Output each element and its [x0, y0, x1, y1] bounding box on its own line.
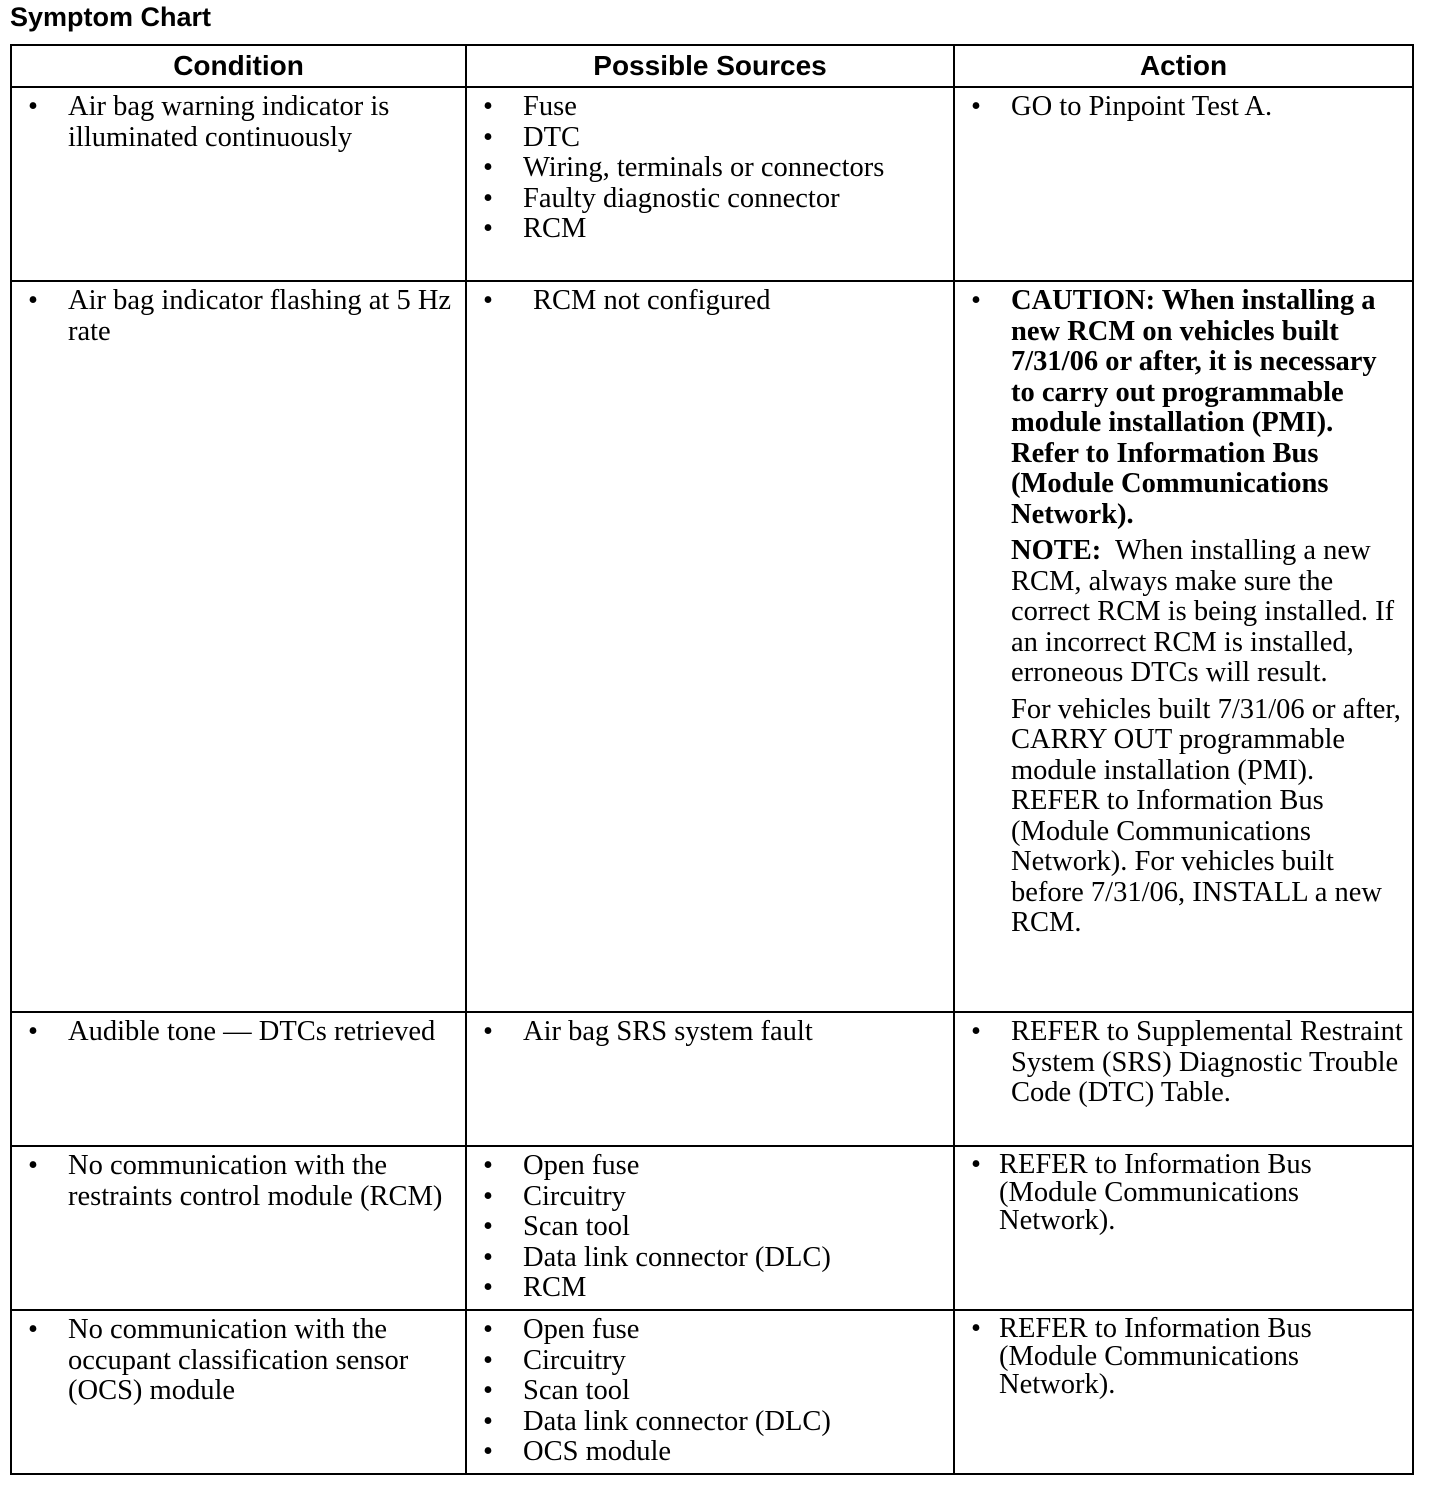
list-item: • Open fuse	[475, 1151, 947, 1182]
condition-header: Condition	[11, 45, 466, 87]
list-item: • Faulty diagnostic connector	[475, 184, 947, 215]
header-row	[11, 45, 1413, 87]
condition-text: • Air bag warning indicator is illuminated continuously	[20, 92, 459, 153]
condition-text: • Air bag indicator flashing at 5 Hz rate	[20, 286, 459, 347]
action-cell	[954, 1146, 1413, 1310]
sources-cell	[466, 1146, 954, 1310]
action-header: Action	[954, 45, 1413, 87]
list-item: • Scan tool	[475, 1212, 947, 1243]
sources-cell	[466, 87, 954, 281]
action-block	[963, 286, 1406, 939]
list-item: • Circuitry	[475, 1182, 947, 1213]
note-text: When installing a new RCM, always make sure the correct RCM is being installed. If an incorrect RCM is installed, erroneous DTCs will result.	[1011, 535, 1395, 688]
note-label: NOTE:	[1011, 535, 1102, 566]
table-row	[11, 87, 1413, 281]
condition-cell	[11, 1146, 466, 1310]
action-text: • REFER to Information Bus (Module Communications Network).	[963, 1315, 1406, 1399]
action-cell	[954, 1310, 1413, 1474]
list-item: • Circuitry	[475, 1346, 947, 1377]
note-block	[1011, 536, 1406, 689]
list-item: • Air bag SRS system fault	[475, 1017, 947, 1048]
condition-cell	[11, 281, 466, 1012]
list-item: • RCM not configured	[475, 286, 947, 317]
action-text: For vehicles built 7/31/06 or after, CARRY OUT programmable module installation (PMI). REFER to Information Bus (Module Communications Network). For vehicles built before 7/31/06, INSTALL a new RCM.	[1011, 693, 1401, 938]
list-item: • DTC	[475, 123, 947, 154]
list-item: • Data link connector (DLC)	[475, 1407, 947, 1438]
condition-cell	[11, 87, 466, 281]
condition-text: • No communication with the restraints control module (RCM)	[20, 1151, 459, 1212]
action-text: • REFER to Information Bus (Module Communications Network).	[963, 1151, 1406, 1235]
list-item: • Data link connector (DLC)	[475, 1243, 947, 1274]
condition-text: • Audible tone — DTCs retrieved	[20, 1017, 459, 1048]
sources-cell	[466, 281, 954, 1012]
list-item: • Wiring, terminals or connectors	[475, 153, 947, 184]
table-row	[11, 1310, 1413, 1474]
symptom-chart-table	[10, 44, 1414, 1475]
sources-cell	[466, 1012, 954, 1146]
action-cell	[954, 1012, 1413, 1146]
action-text: • REFER to Supplemental Restraint System (SRS) Diagnostic Trouble Code (DTC) Table.	[963, 1017, 1406, 1109]
table-row	[11, 1146, 1413, 1310]
list-item: • Scan tool	[475, 1376, 947, 1407]
table-row	[11, 281, 1413, 1012]
condition-cell	[11, 1310, 466, 1474]
condition-text: • No communication with the occupant classification sensor (OCS) module	[20, 1315, 459, 1407]
page-title: Symptom Chart	[10, 2, 212, 32]
action-cell	[954, 87, 1413, 281]
action-cell	[954, 281, 1413, 1012]
list-item: • RCM	[475, 214, 947, 245]
sources-header: Possible Sources	[466, 45, 954, 87]
list-item: • OCS module	[475, 1437, 947, 1468]
list-item: • RCM	[475, 1273, 947, 1304]
sources-cell	[466, 1310, 954, 1474]
condition-cell	[11, 1012, 466, 1146]
caution-text: • CAUTION: When installing a new RCM on vehicles built 7/31/06 or after, it is necessary to carry out programmable module installation (PMI). Refer to Information Bus (Module Communications Network).	[1011, 285, 1377, 530]
list-item: • Open fuse	[475, 1315, 947, 1346]
action-text: • GO to Pinpoint Test A.	[963, 92, 1406, 123]
table-row	[11, 1012, 1413, 1146]
list-item: • Fuse	[475, 92, 947, 123]
